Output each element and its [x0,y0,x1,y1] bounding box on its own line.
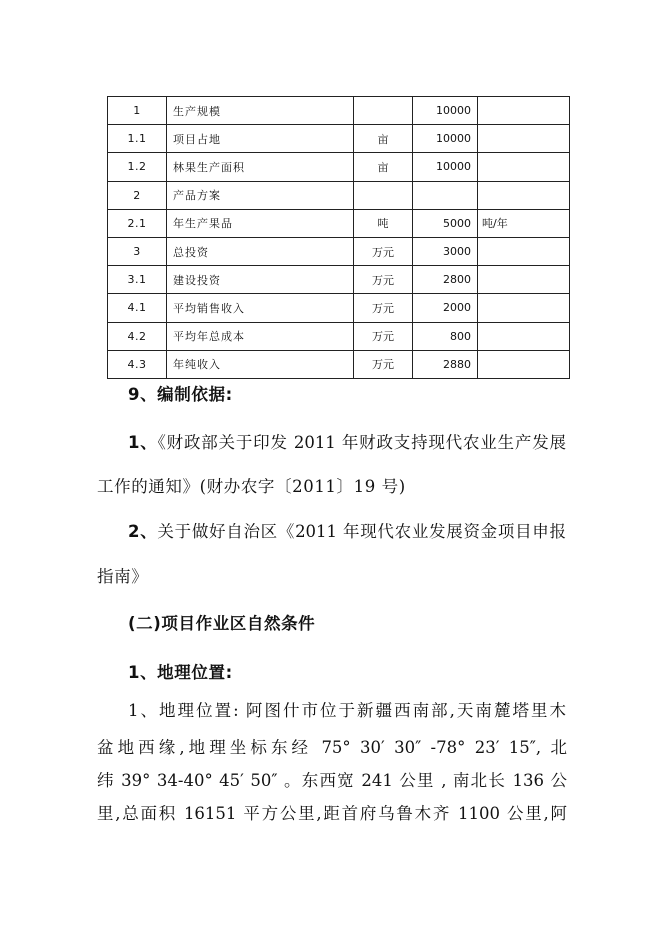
table-row [108,294,570,322]
row-item: 产品方案 [167,181,354,209]
row-note [478,97,570,125]
basis-item-1-number: 1、 [128,433,158,452]
project-summary-table [107,96,570,379]
geo-paragraph-line-2: 盆地西缘,地理坐标东经 75° 30′ 30″ -78° 23′ 15″, 北 [97,738,567,757]
subsection-heading-location: 1、地理位置: [128,663,233,682]
row-item: 建设投资 [167,266,354,294]
row-note [478,153,570,181]
row-value: 10000 [413,125,478,153]
section-heading-basis: 9、编制依据: [128,385,233,404]
row-unit: 吨 [354,209,413,237]
geo-paragraph-line-1: 1、地理位置: 阿图什市位于新疆西南部,天南麓塔里木 [128,701,566,720]
row-note [478,237,570,265]
row-item: 总投资 [167,237,354,265]
basis-item-2-line-1 [128,518,566,542]
row-unit: 亩 [354,125,413,153]
section-heading-natural-conditions: (二)项目作业区自然条件 [128,614,316,633]
row-value: 800 [413,322,478,350]
geo-paragraph-line-4: 里,总面积 16151 平方公里,距首府乌鲁木齐 1100 公里,阿 [97,804,567,823]
table-row [108,209,570,237]
basis-item-1-line-2: 工作的通知》(财办农字〔2011〕19 号) [97,477,406,496]
row-number: 1.1 [108,125,167,153]
basis-item-1-line-1 [128,429,566,453]
row-value: 2800 [413,266,478,294]
table-row [108,97,570,125]
row-note [478,125,570,153]
row-number: 1.2 [108,153,167,181]
basis-item-2-line-2: 指南》 [97,567,149,586]
row-item: 林果生产面积 [167,153,354,181]
row-unit: 万元 [354,350,413,378]
row-note [478,322,570,350]
row-number: 4.2 [108,322,167,350]
row-item: 生产规模 [167,97,354,125]
row-number: 1 [108,97,167,125]
basis-item-2-text: 关于做好自治区《2011 年现代农业发展资金项目申报 [157,522,566,541]
row-unit [354,97,413,125]
row-unit: 万元 [354,266,413,294]
row-unit: 万元 [354,322,413,350]
row-number: 4.3 [108,350,167,378]
row-item: 年纯收入 [167,350,354,378]
row-item: 年生产果品 [167,209,354,237]
row-value [413,181,478,209]
table-row [108,350,570,378]
row-number: 4.1 [108,294,167,322]
row-note [478,181,570,209]
row-value: 5000 [413,209,478,237]
row-value: 2880 [413,350,478,378]
row-value: 10000 [413,97,478,125]
table-row [108,125,570,153]
row-number: 2.1 [108,209,167,237]
row-item: 平均销售收入 [167,294,354,322]
row-number: 3.1 [108,266,167,294]
row-unit: 万元 [354,237,413,265]
row-item: 项目占地 [167,125,354,153]
basis-item-1-text: 《财政部关于印发 2011 年财政支持现代农业生产发展 [157,433,566,452]
table-row [108,322,570,350]
basis-item-2-number: 2、 [128,522,158,541]
table-row [108,153,570,181]
table-row [108,181,570,209]
geo-paragraph-line-3: 纬 39° 34-40° 45′ 50″ 。东西宽 241 公里 , 南北长 136 公 [97,771,567,790]
row-note [478,294,570,322]
row-value: 3000 [413,237,478,265]
row-value: 10000 [413,153,478,181]
row-number: 2 [108,181,167,209]
row-note [478,266,570,294]
row-item: 平均年总成本 [167,322,354,350]
row-note: 吨/年 [478,209,570,237]
row-value: 2000 [413,294,478,322]
row-number: 3 [108,237,167,265]
row-unit: 亩 [354,153,413,181]
table-row [108,266,570,294]
table-row [108,237,570,265]
row-unit [354,181,413,209]
row-note [478,350,570,378]
row-unit: 万元 [354,294,413,322]
